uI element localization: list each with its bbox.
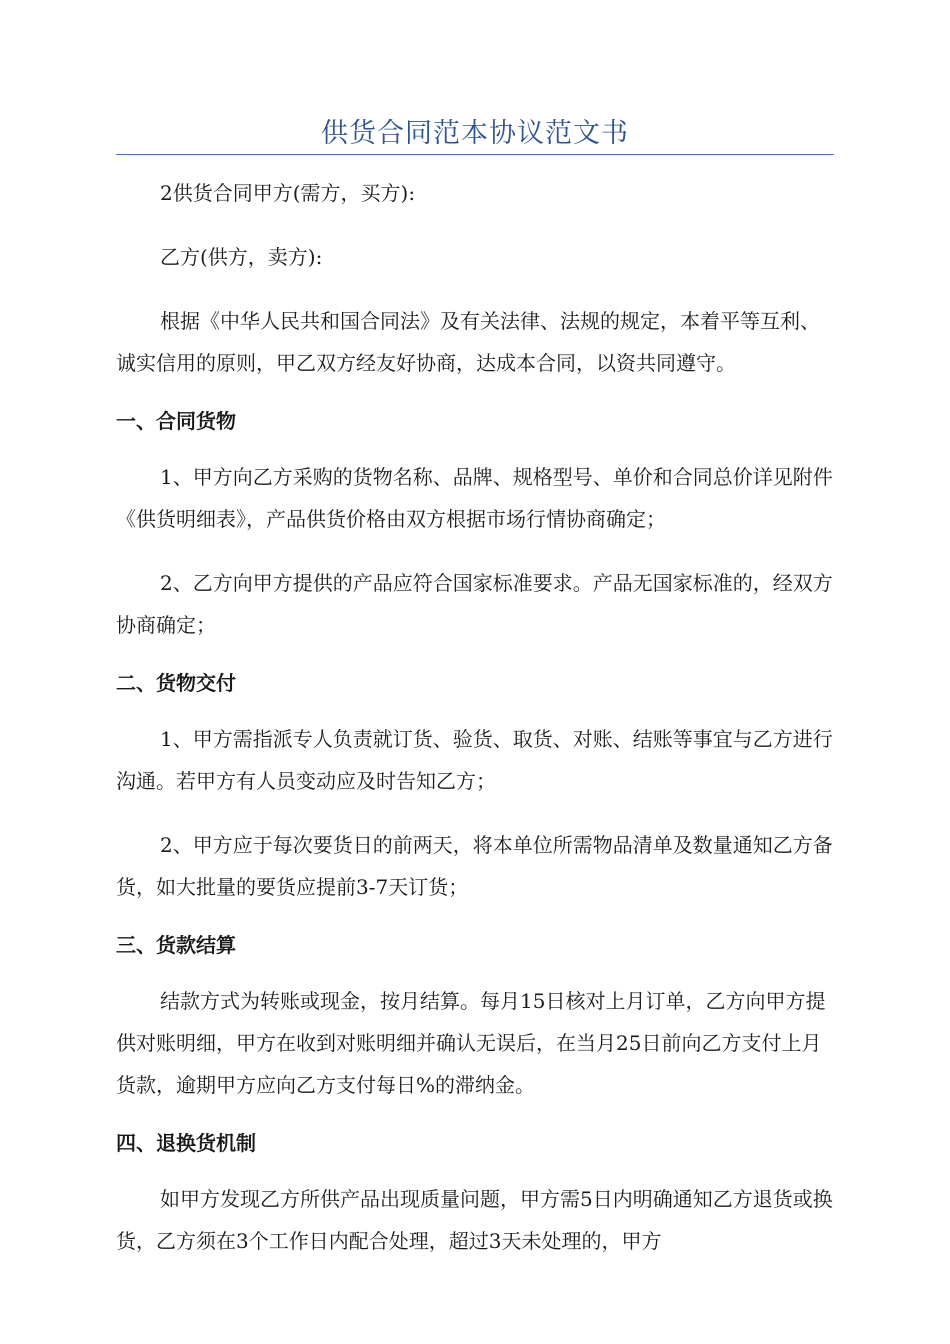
section-payment-para-1: 结款方式为转账或现金，按月结算。每月15日核对上月订单，乙方向甲方提供对账明细，甲方在收到对账明细并确认无误后，在当月25日前向乙方支付上月货款，逾期甲方应向乙方支付每日%的滞纳金。 <box>116 989 826 1097</box>
section-goods-para-1: 1、甲方向乙方采购的货物名称、品牌、规格型号、单价和合同总价详见附件《供货明细表》，产品供货价格由双方根据市场行情协商确定； <box>116 465 833 531</box>
section-goods-para-2: 2、乙方向甲方提供的产品应符合国家标准要求。产品无国家标准的，经双方协商确定； <box>116 571 833 637</box>
document-body <box>116 172 834 1284</box>
preamble-paragraph: 根据《中华人民共和国合同法》及有关法律、法规的规定，本着平等互利、诚实信用的原则，甲乙双方经友好协商，达成本合同，以资共同遵守。 <box>116 309 820 375</box>
title-underline <box>116 154 834 155</box>
section-returns-para-1: 如甲方发现乙方所供产品出现质量问题，甲方需5日内明确通知乙方退货或换货，乙方须在3个工作日内配合处理，超过3天未处理的，甲方 <box>116 1187 833 1253</box>
section-heading-payment: 三、货款结算 <box>116 933 236 957</box>
section-heading-returns: 四、退换货机制 <box>116 1131 256 1155</box>
party-b-line: 乙方(供方，卖方): <box>160 245 323 269</box>
section-heading-delivery: 二、货物交付 <box>116 671 236 695</box>
section-heading-goods: 一、合同货物 <box>116 409 236 433</box>
section-delivery-para-2: 2、甲方应于每次要货日的前两天，将本单位所需物品清单及数量通知乙方备货，如大批量的要货应提前3-7天订货； <box>116 833 833 899</box>
document-title: 供货合同范本协议范文书 <box>321 118 629 149</box>
party-a-line: 2供货合同甲方(需方，买方): <box>160 181 416 205</box>
section-delivery-para-1: 1、甲方需指派专人负责就订货、验货、取货、对账、结账等事宜与乙方进行沟通。若甲方有人员变动应及时告知乙方； <box>116 727 833 793</box>
